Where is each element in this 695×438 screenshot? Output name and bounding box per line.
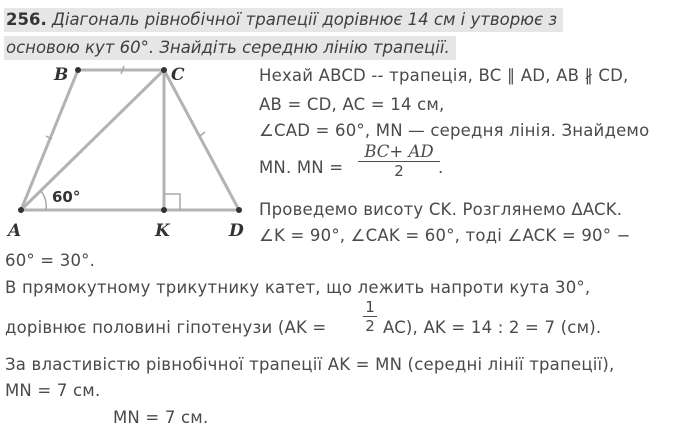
label-d: D <box>229 221 244 241</box>
solution-line-2: AB = CD, AC = 14 см, <box>259 95 445 114</box>
trapezoid-figure <box>0 60 260 250</box>
half-numerator: 1 <box>365 298 375 316</box>
problem-number: 256. <box>6 10 47 29</box>
point-c <box>161 67 167 73</box>
angle-arc <box>41 191 46 210</box>
solution-line-9-start: дорівнює половині гіпотенузи (AK = <box>5 318 327 337</box>
point-d <box>236 207 242 213</box>
angle-label: 60° <box>52 188 81 206</box>
problem-line-2 <box>4 36 456 60</box>
solution-line-1: Нехай ABCD -- трапеція, BC ∥ AD, AB ∦ CD, <box>259 66 629 85</box>
solution-line-11: MN = 7 см. <box>5 381 101 400</box>
diagonal-ac <box>21 70 164 210</box>
fraction-bc-ad <box>358 142 440 180</box>
fraction-denominator: 2 <box>394 162 404 180</box>
fraction-one-half <box>363 298 377 335</box>
problem-text-2: основою кут 60°. Знайдіть середню лінію трапеції. <box>6 38 450 57</box>
fraction-numerator: BC+ AD <box>364 142 434 161</box>
solution-line-4-start: MN. MN = <box>259 158 344 177</box>
label-k: K <box>155 221 170 241</box>
solution-line-8: В прямокутному трикутнику катет, що лежить напроти кута 30°, <box>5 278 591 297</box>
point-b <box>75 67 81 73</box>
right-angle-mark <box>164 194 180 210</box>
label-c: C <box>171 65 185 85</box>
problem-text-1: Діагональ рівнобічної трапеції дорівнює 14 см і утворює з <box>51 10 558 29</box>
tick-cd <box>200 132 205 136</box>
side-cd <box>164 70 239 210</box>
solution-line-3: ∠CAD = 60°, MN — середня лінія. Знайдемо <box>259 121 650 140</box>
point-k <box>161 207 167 213</box>
problem-line-1 <box>4 8 563 32</box>
solution-line-5: Проведемо висоту CK. Розглянемо ΔACK. <box>259 200 623 219</box>
solution-line-7: 60° = 30°. <box>5 251 96 270</box>
point-a <box>18 207 24 213</box>
answer-line: MN = 7 см. <box>113 408 209 427</box>
solution-line-9-end: AC), AK = 14 : 2 = 7 (см). <box>383 318 602 337</box>
label-a: A <box>8 221 22 241</box>
solution-line-10: За властивістю рівнобічної трапеції AK = MN (середні лінії трапеції), <box>5 355 615 374</box>
problem-statement <box>4 8 563 64</box>
label-b: B <box>54 65 69 85</box>
solution-line-6: ∠K = 90°, ∠CAK = 60°, тоді ∠ACK = 90° − <box>259 226 631 245</box>
half-denominator: 2 <box>365 317 375 335</box>
solution-line-4-end: . <box>438 158 444 177</box>
